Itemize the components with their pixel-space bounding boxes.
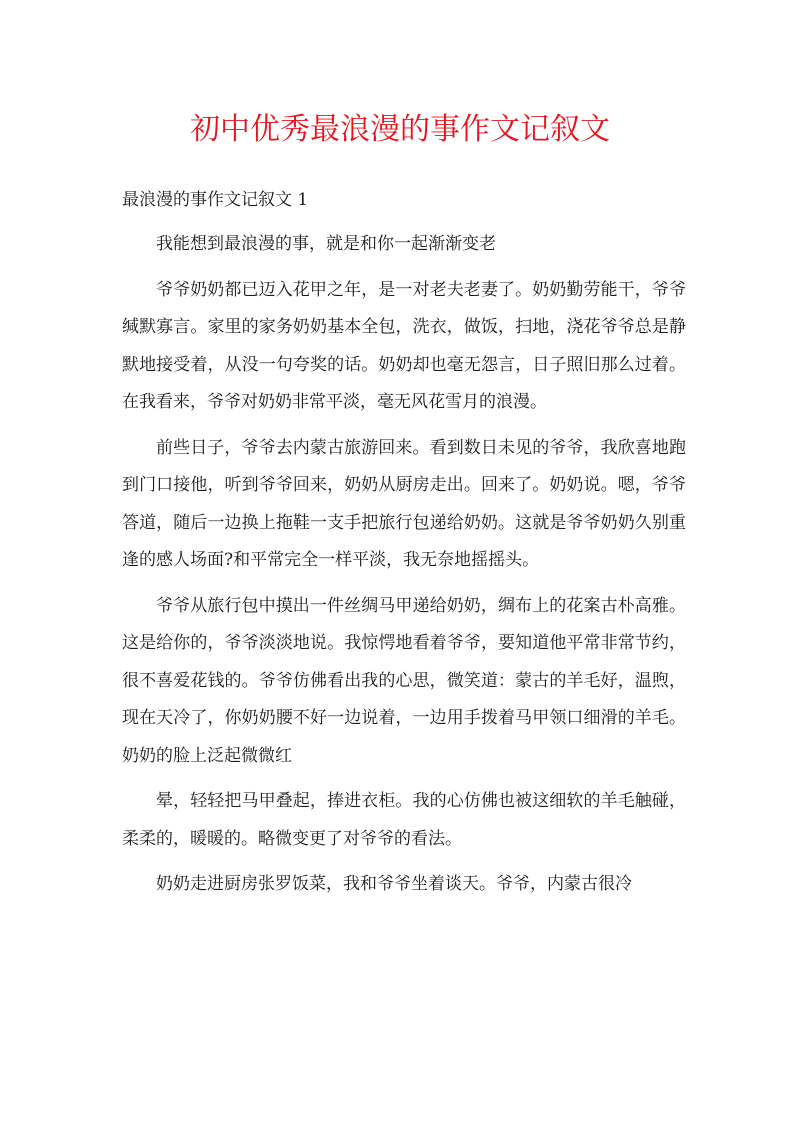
document-title: 初中优秀最浪漫的事作文记叙文 bbox=[190, 112, 610, 147]
article-body bbox=[122, 226, 686, 904]
paragraph: 前些日子，爷爷去内蒙古旅游回来。看到数日未见的爷爷，我欣喜地跑到门口接他，听到爷爷回来，奶奶从厨房走出。回来了。奶奶说。嗯，爷爷答道，随后一边换上拖鞋一支手把旅行包递给奶奶。这就是爷爷奶奶久别重逢的感人场面?和平常完全一样平淡，我无奈地摇摇头。 bbox=[122, 437, 686, 570]
section-subtitle: 最浪漫的事作文记叙文 1 bbox=[122, 190, 309, 210]
paragraph: 奶奶走进厨房张罗饭菜，我和爷爷坐着谈天。爷爷，内蒙古很冷 bbox=[156, 874, 632, 894]
paragraph: 晕，轻轻把马甲叠起，捧进衣柜。我的心仿佛也被这细软的羊毛触碰，柔柔的，暖暖的。略微变更了对爷爷的看法。 bbox=[122, 791, 686, 849]
paragraph: 爷爷从旅行包中摸出一件丝绸马甲递给奶奶，绸布上的花案古朴高雅。这是给你的，爷爷淡淡地说。我惊愕地看着爷爷，要知道他平常非常节约，很不喜爱花钱的。爷爷仿佛看出我的心思，微笑道：蒙古的羊毛好，温煦，现在天冷了，你奶奶腰不好一边说着，一边用手拨着马甲领口细滑的羊毛。奶奶的脸上泛起微微红 bbox=[122, 595, 686, 766]
paragraph: 我能想到最浪漫的事，就是和你一起渐渐变老 bbox=[156, 234, 496, 254]
paragraph: 爷爷奶奶都已迈入花甲之年，是一对老夫老妻了。奶奶勤劳能干，爷爷缄默寡言。家里的家务奶奶基本全包，洗衣，做饭，扫地，浇花爷爷总是静默地接受着，从没一句夸奖的话。奶奶却也毫无怨言，日子照旧那么过着。在我看来，爷爷对奶奶非常平淡，毫无风花雪月的浪漫。 bbox=[122, 279, 686, 412]
